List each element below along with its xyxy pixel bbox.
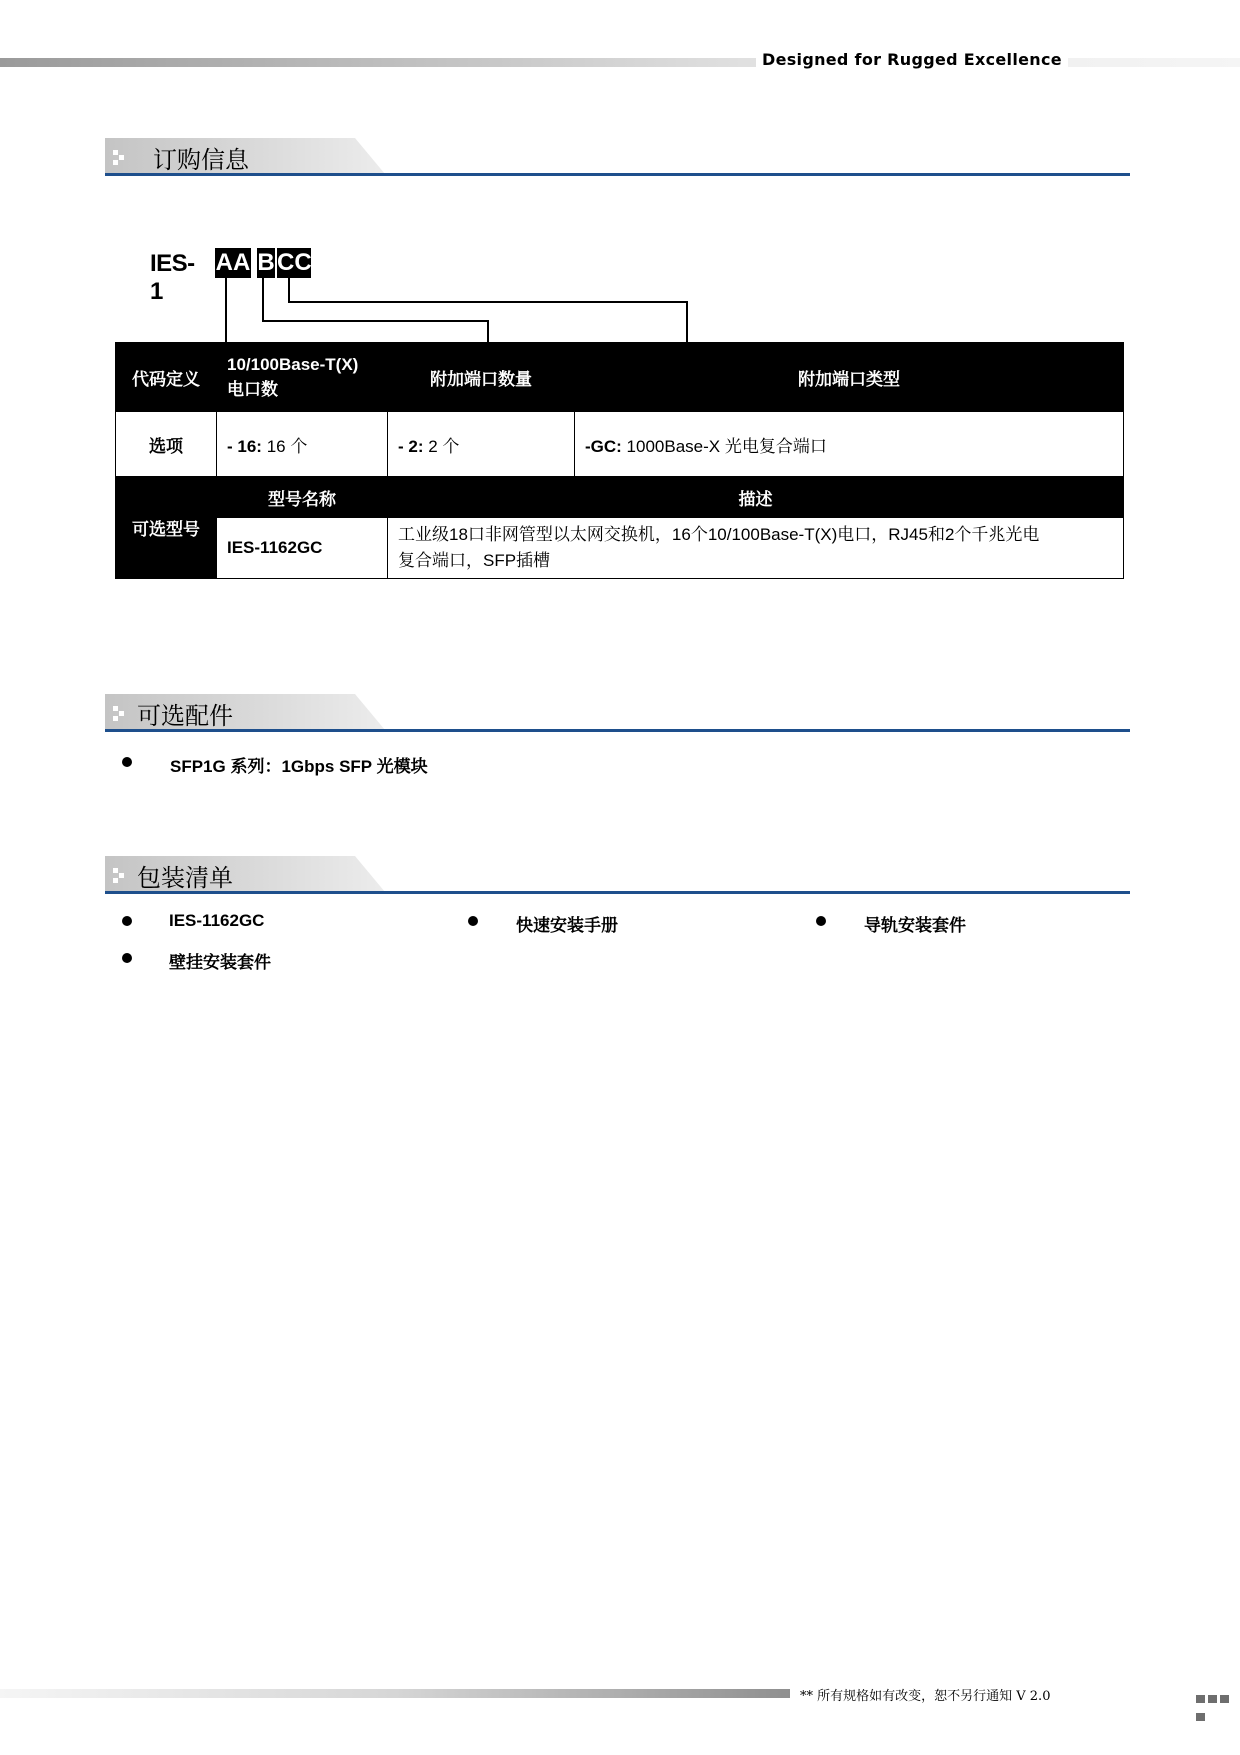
connector-line-cc-v1 <box>288 278 290 302</box>
option-count-value: 2 个 <box>423 436 460 456</box>
section-header-package <box>105 856 1130 896</box>
model-description <box>388 518 1124 579</box>
option-ports-key: - 16: <box>227 436 262 456</box>
bullet-icon <box>816 916 826 926</box>
option-type <box>575 412 1124 477</box>
model-code-segment-b: B <box>257 249 275 276</box>
model-name-header: 型号名称 <box>217 477 388 518</box>
code-def-label: 代码定义 <box>116 343 217 412</box>
table-row <box>116 412 1124 477</box>
models-label: 可选型号 <box>116 477 217 579</box>
option-type-value: 1000Base-X 光电复合端口 <box>621 436 827 456</box>
model-name: IES-1162GC <box>217 518 388 579</box>
checker-icon <box>113 150 127 164</box>
connector-line-cc-h <box>288 301 687 303</box>
bullet-icon <box>122 953 132 963</box>
package-item-label: 壁挂安装套件 <box>169 953 271 972</box>
footer-gradient-bar <box>0 1689 790 1698</box>
option-ports-value: 16 个 <box>261 436 308 456</box>
connector-line-b-h <box>262 320 488 322</box>
footer-squares-icon <box>1196 1690 1240 1726</box>
section-title-ordering: 订购信息 <box>153 146 249 174</box>
col-ports-header <box>217 343 388 412</box>
section-rule <box>105 173 1130 176</box>
package-item-label: 快速安装手册 <box>516 916 618 935</box>
model-code-prefix: IES-1 <box>150 250 195 305</box>
section-header-ordering <box>105 138 1130 178</box>
col-extra-count-header: 附加端口数量 <box>388 343 575 412</box>
connector-line-cc-v2 <box>686 301 688 342</box>
footer-note: ** 所有规格如有改变，恕不另行通知 V 2.0 <box>800 1689 1051 1704</box>
description-header: 描述 <box>388 477 1124 518</box>
section-title-accessories: 可选配件 <box>137 702 233 730</box>
model-code-segment-cc: CC <box>277 249 312 276</box>
section-header-accessories <box>105 694 1130 734</box>
options-label: 选项 <box>116 412 217 477</box>
accessory-label: SFP1G 系列：1Gbps SFP 光模块 <box>170 757 428 776</box>
option-ports <box>217 412 388 477</box>
table-row <box>116 477 1124 518</box>
section-rule <box>105 891 1130 894</box>
connector-line-b-v2 <box>487 320 489 342</box>
ordering-table <box>115 342 1124 579</box>
checker-icon <box>113 868 127 882</box>
option-count <box>388 412 575 477</box>
section-title-package: 包装清单 <box>137 864 233 892</box>
option-type-key: -GC: <box>585 436 622 456</box>
col-extra-type-header: 附加端口类型 <box>575 343 1124 412</box>
header-tagline: Designed for Rugged Excellence <box>756 50 1068 69</box>
model-code-segment-aa: AA <box>215 249 251 276</box>
section-rule <box>105 729 1130 732</box>
connector-line-aa <box>225 278 227 342</box>
col-ports-line2: 电口数 <box>227 379 278 399</box>
table-row <box>116 518 1124 579</box>
model-desc-line2: 复合端口，SFP插槽 <box>398 551 551 570</box>
connector-line-b-v1 <box>262 278 264 321</box>
bullet-icon <box>122 916 132 926</box>
option-count-key: - 2: <box>398 436 424 456</box>
checker-icon <box>113 706 127 720</box>
table-row <box>116 343 1124 412</box>
model-desc-line1: 工业级18口非网管型以太网交换机，16个10/100Base-T(X)电口，RJ45和2个千兆光电 <box>398 525 1040 544</box>
bullet-icon <box>122 757 132 767</box>
col-ports-line1: 10/100Base-T(X) <box>227 354 359 374</box>
bullet-icon <box>468 916 478 926</box>
package-list <box>120 911 1120 981</box>
package-item-label: IES-1162GC <box>169 911 265 930</box>
package-item-label: 导轨安装套件 <box>864 916 966 935</box>
